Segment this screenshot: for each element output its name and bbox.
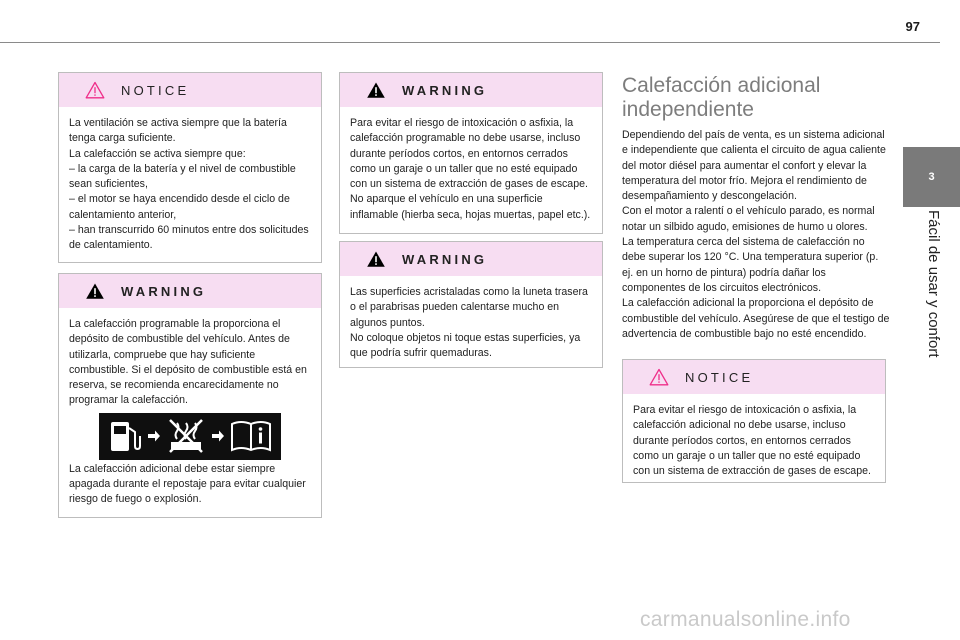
warning-triangle-outline-icon	[649, 368, 669, 386]
header-divider	[0, 42, 940, 43]
notice-line: La ventilación se activa siempre que la batería tenga carga suficiente.	[69, 117, 287, 145]
chapter-title: Fácil de usar y confort	[924, 210, 942, 358]
chapter-tab	[903, 147, 960, 207]
section-paragraph: La calefacción adicional la proporciona el depósito de combustible del vehículo. Asegúrese de que el testigo de advertencia de combustible bajo no esté encendido.	[622, 297, 890, 340]
section-paragraph: La temperatura cerca del sistema de calefacción no debe superar los 120 °C. Una temperatura superior (p. ej. en un horno de pintura) podría dañar los componentes de los circuitos electrónicos.	[622, 236, 879, 294]
section-body	[622, 128, 890, 342]
warning-box-glass	[339, 241, 603, 368]
notice-line: La calefacción se activa siempre que:	[69, 147, 246, 160]
warning-body	[59, 308, 321, 516]
heater-off-icon	[167, 417, 205, 455]
notice-header	[59, 73, 321, 107]
warning-title: WARNING	[402, 82, 488, 98]
notice-body	[59, 107, 321, 262]
notice-line: – el motor se haya encendido desde el ciclo de calentamiento anterior,	[69, 193, 290, 221]
warning-body	[340, 107, 602, 231]
manual-info-icon	[230, 419, 272, 453]
notice-title: NOTICE	[685, 369, 754, 385]
notice-line: – han transcurrido 60 minutos entre dos solicitudes de calentamiento.	[69, 224, 309, 252]
page-number: 97	[905, 19, 920, 34]
notice-text: Para evitar el riesgo de intoxicación o asfixia, la calefacción adicional no debe usarse, incluso durante períodos cortos, en entornos cerrados como un garaje o un taller que no esté equipado con un sistema de extracción de gases de escape.	[633, 404, 871, 478]
section-paragraph: Con el motor a ralentí o el vehículo parado, es normal notar un silbido agudo, emisiones de humo u olores.	[622, 205, 875, 233]
warning-header	[340, 73, 602, 107]
warning-header	[59, 274, 321, 308]
section-paragraph: Dependiendo del país de venta, es un sistema adicional e independiente que calienta el circuito de agua caliente del motor diésel para aumentar el confort y elevar la temperatura del motor frío. Mejora el rendimiento de desempañamiento y descongelación.	[622, 129, 886, 203]
chapter-title-vertical	[903, 210, 960, 360]
warning-triangle-filled-icon	[85, 282, 105, 300]
notice-box-intoxication	[622, 359, 886, 483]
section-title: Calefacción adicional independiente	[622, 74, 821, 121]
notice-title: NOTICE	[121, 82, 190, 98]
warning-body	[340, 276, 602, 369]
arrow-icon	[147, 429, 161, 443]
warning-header	[340, 242, 602, 276]
warning-box-fuel	[58, 273, 322, 518]
arrow-icon	[211, 429, 225, 443]
warning-triangle-filled-icon	[366, 250, 386, 268]
warning-text: No coloque objetos ni toque estas superficies, ya que podría sufrir quemaduras.	[350, 331, 581, 360]
warning-triangle-filled-icon	[366, 81, 386, 99]
warning-triangle-outline-icon	[85, 81, 105, 99]
warning-box-intoxication	[339, 72, 603, 234]
warning-title: WARNING	[121, 283, 207, 299]
notice-body	[623, 394, 885, 487]
warning-text: La calefacción programable la proporciona el depósito de combustible del vehículo. Antes de utilizarla, compruebe que hay suficiente combustible. Si el depósito de combustible está en reserva, se recomienda encarecidamente no programar la calefacción.	[69, 318, 307, 407]
warning-text: Para evitar el riesgo de intoxicación o asfixia, la calefacción programable no debe usarse, incluso durante períodos cortos, en entornos cerrados como un garaje o un taller que no esté equipado con un sistema de extracción de gases de escape. No aparque el vehículo en una superficie inflamable (hierba seca, hojas muertas, papel etc.).	[350, 117, 591, 221]
notice-line: – la carga de la batería y el nivel de combustible sean suficientes,	[69, 162, 296, 191]
warning-title: WARNING	[402, 251, 488, 267]
notice-header	[623, 360, 885, 394]
warning-text: Las superficies acristaladas como la luneta trasera o el parabrisas pueden calentarse mucho en algunos puntos.	[350, 286, 588, 329]
fuel-pump-icon	[108, 418, 142, 454]
refuel-pictogram	[69, 413, 311, 460]
notice-box-ventilation	[58, 72, 322, 263]
warning-text: La calefacción adicional debe estar siempre apagada durante el repostaje para evitar cualquier riesgo de fuego o explosión.	[69, 462, 306, 506]
watermark: carmanualsonline.info	[640, 608, 851, 631]
chapter-number: 3	[928, 171, 935, 183]
